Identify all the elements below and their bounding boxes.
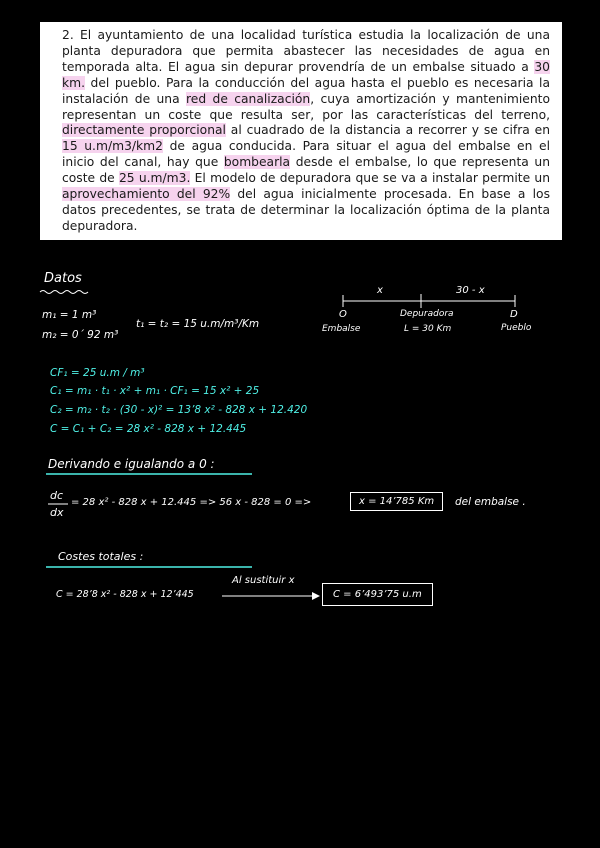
diagram-d-label: D: [510, 309, 518, 320]
diagram-o-label: O: [339, 309, 347, 320]
cf1-equation: CF₁ = 25 u.m / m³: [50, 367, 145, 379]
diagram-depuradora-label: Depuradora: [400, 309, 454, 319]
problem-text-6: El modelo de depuradora que se va a instalar permite un: [190, 171, 550, 186]
datos-title: Datos: [44, 271, 82, 286]
derivative-denominator: dx: [50, 506, 64, 519]
result-x-box: x = 14’785 Km: [350, 492, 443, 511]
c-total-equation: C = C₁ + C₂ = 28 x² - 828 x + 12.445: [50, 423, 247, 435]
diagram-pueblo-label: Pueblo: [501, 323, 532, 333]
problem-text-3: al cuadrado de la distancia a recorrer y se cifra en: [225, 123, 551, 138]
problem-text-2: , cuya amortización y mantenimiento representan un coste que resulta ser, por las características del terreno,: [62, 91, 550, 122]
m2-value: m₂ = 0´ 92 m³: [42, 329, 119, 341]
problem-text-7: del agua inicialmente procesada. En base a los datos precedentes, se trata de determinar la localización óptima de la planta depuradora.: [62, 187, 550, 233]
highlight-red-canalizacion: red de canalización: [186, 91, 311, 106]
problem-text-intro: 2. El ayuntamiento de una localidad turística estudia la localización de una planta depuradora que permita abastecer las necesidades de agua en temporada alta. El agua sin depurar provendría de un embalse situado a: [62, 28, 550, 74]
substitution-arrow-head: [312, 592, 320, 600]
derivative-numerator: dc: [50, 489, 64, 502]
diagram-30-minus-x-label: 30 - x: [456, 285, 485, 296]
derivative-expression: = 28 x² - 828 x + 12.445 => 56 x - 828 = 0 =>: [71, 497, 312, 508]
derivando-title: Derivando e igualando a 0 :: [48, 457, 215, 471]
datos-underline: [40, 291, 88, 294]
problem-text-4: de agua conducida. Para situar el agua del embalse en el inicio del canal, hay que: [62, 139, 551, 170]
highlight-proporcional: directamente proporcional: [62, 123, 226, 138]
diagram-embalse-label: Embalse: [322, 324, 361, 334]
highlight-bombearla: bombearla: [223, 155, 291, 170]
al-sustituir-label: Al sustituir x: [232, 575, 295, 586]
highlight-coste-conduccion: 15 u.m/m3/km2: [62, 139, 163, 154]
total-cost-expression: C = 28’8 x² - 828 x + 12’445: [56, 589, 194, 600]
problem-text-5: desde el embalse, lo que representa un coste de: [62, 155, 550, 186]
highlight-distance: 30 km.: [62, 59, 550, 90]
c1-equation: C₁ = m₁ · t₁ · x² + m₁ · CF₁ = 15 x² + 25: [50, 385, 260, 397]
t-value: t₁ = t₂ = 15 u.m/m³/Km: [136, 318, 260, 330]
del-embalse-text: del embalse .: [455, 496, 526, 508]
highlight-coste-bombeo: 25 u.m/m3.: [118, 171, 191, 186]
costes-totales-title: Costes totales :: [58, 550, 144, 563]
result-c-box: C = 6’493’75 u.m: [322, 583, 433, 606]
highlight-aprovechamiento: aprovechamiento del 92%: [62, 187, 231, 202]
diagram-x-label: x: [377, 285, 383, 296]
diagram-length-label: L = 30 Km: [404, 324, 452, 334]
c2-equation: C₂ = m₂ · t₂ · (30 - x)² = 13’8 x² - 828 x + 12.420: [50, 404, 308, 416]
problem-text-1: del pueblo. Para la conducción del agua hasta el pueblo es necesaria la instalación de una: [62, 75, 550, 106]
m1-value: m₁ = 1 m³: [42, 309, 97, 321]
